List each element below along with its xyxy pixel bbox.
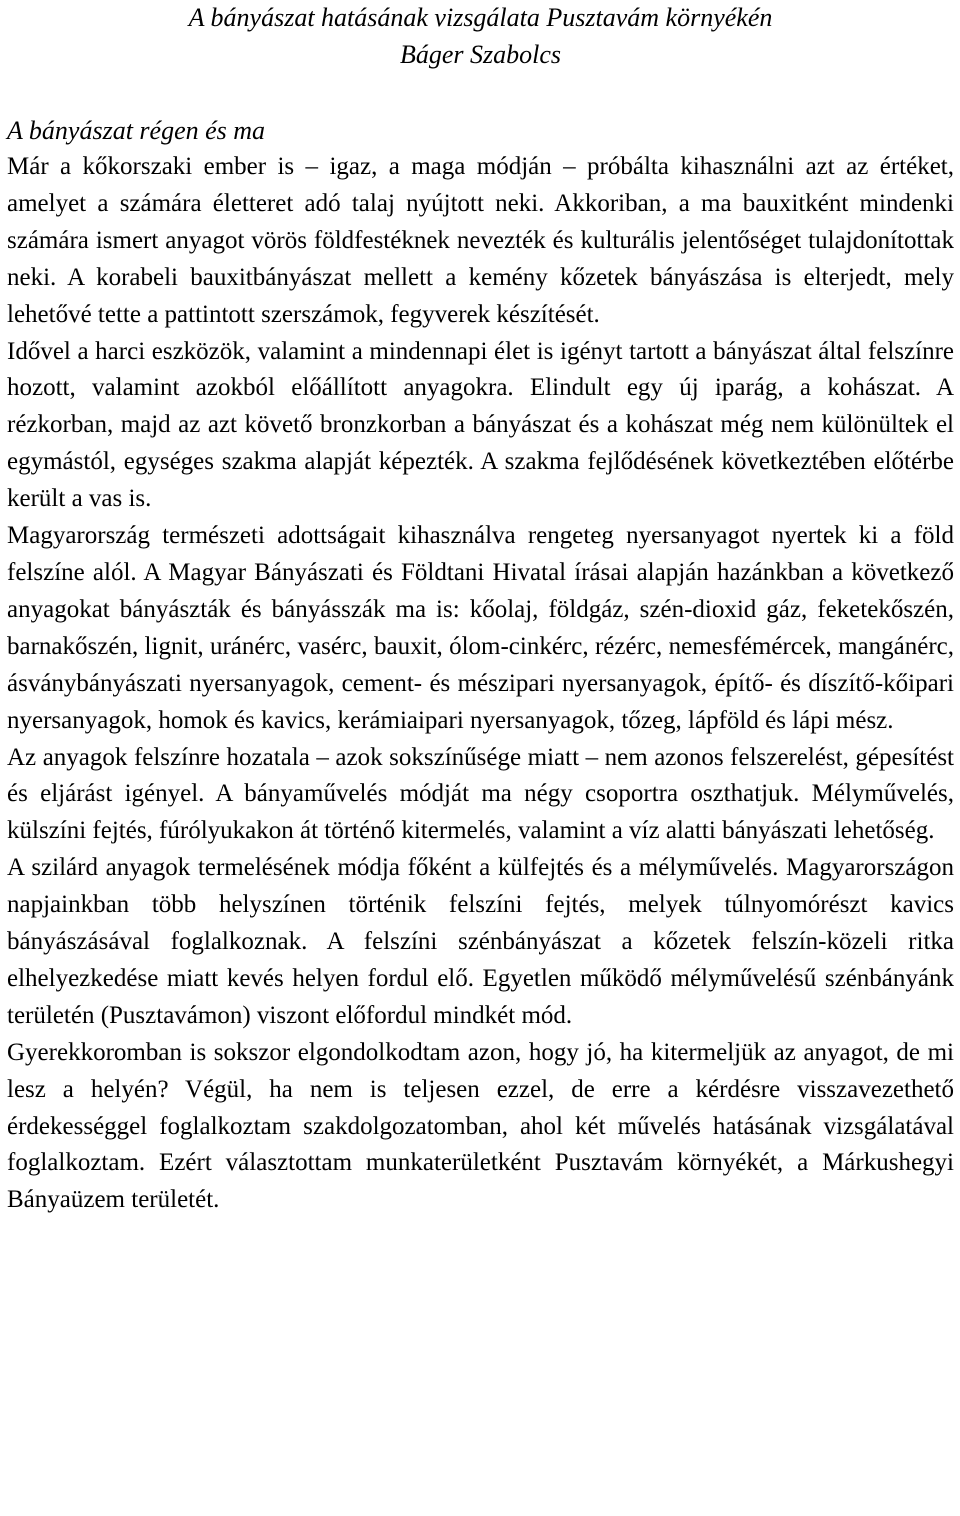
paragraph: Magyarország természeti adottságait kihasználva rengeteg nyersanyagot nyertek ki a föld felszíne alól. A Magyar Bányászati és Földtani Hivatal írásai alapján hazánkban a következő anyagokat bányászták és bányásszák ma is: kőolaj, földgáz, szén-dioxid gáz, feketekőszén, barnakőszén, lignit, uránérc, vasérc, bauxit, ólom-cinkérc, rézérc, nemesfémércek, mangánérc, ásványbányászati nyersanyagok, cement- és mészipari nyersanyagok, építő- és díszítő-kőipari nyersanyagok, homok és kavics, kerámiaipari nyersanyagok, tőzeg, lápföld és lápi mész.: [7, 522, 954, 734]
paragraph: Gyerekkoromban is sokszor elgondolkodtam azon, hogy jó, ha kitermeljük az anyagot, de mi lesz a helyén? Végül, ha nem is teljesen ezzel, de erre a kérdésre visszavezethető érdekességgel foglalkoztam szakdolgozatomban, ahol két művelés hatásának vizsgálatával foglalkoztam. Ezért választottam munkaterületként Pusztavám környékét, a Márkushegyi Bányaüzem területét.: [7, 1038, 954, 1214]
document-author: Báger Szabolcs: [399, 40, 562, 69]
paragraph: A szilárd anyagok termelésének módja főként a külfejtés és a mélyművelés. Magyarországon napjainkban több helyszínen történik felszíni fejtés, melyek túlnyomórészt kavics bányászásával foglalkoznak. A felszíni szénbányászat a kőzetek felszín-közeli ritka elhelyezkedése miatt kevés helyen fordul elő. Egyetlen működő mélyművelésű szénbányánk területén (Pusztavámon) viszont előfordul mindkét mód.: [7, 854, 954, 1029]
document-title: A bányászat hatásának vizsgálata Pusztavám környékén: [188, 3, 773, 32]
paragraph: Az anyagok felszínre hozatala – azok sokszínűsége miatt – nem azonos felszerelést, gépesítést és eljárást igényel. A bányaművelés módját ma négy csoportra oszthatjuk. Mélyművelés, külszíni fejtés, fúrólyukakon át történő kitermelés, valamint a víz alatti bányászati lehetőség.: [7, 743, 954, 845]
paragraph: Idővel a harci eszközök, valamint a mindennapi élet is igényt tartott a bányászat által felszínre hozott, valamint azokból előállított anyagokra. Elindult egy új iparág, a kohászat. A rézkorban, majd az azt követő bronzkorban a bányászat és a kohászat még nem különültek el egymástól, egységes szakma alapját képezték. A szakma fejlődésének következtében előtérbe került a vas is.: [7, 337, 954, 513]
section-heading: A bányászat régen és ma: [7, 116, 266, 145]
body-text: [7, 149, 954, 1219]
paragraph: Már a kőkorszaki ember is – igaz, a maga módján – próbálta kihasználni azt az értéket, amelyet a számára életteret adó talaj nyújtott neki. Akkoriban, a ma bauxitként mindenki számára ismert anyagot vörös földfestéknek nevezték és kulturális jelentőséget tulajdonítottak neki. A korabeli bauxitbányászat mellett a kemény kőzetek bányászása is elterjedt, mely lehetővé tette a pattintott szerszámok, fegyverek készítését.: [7, 153, 954, 328]
